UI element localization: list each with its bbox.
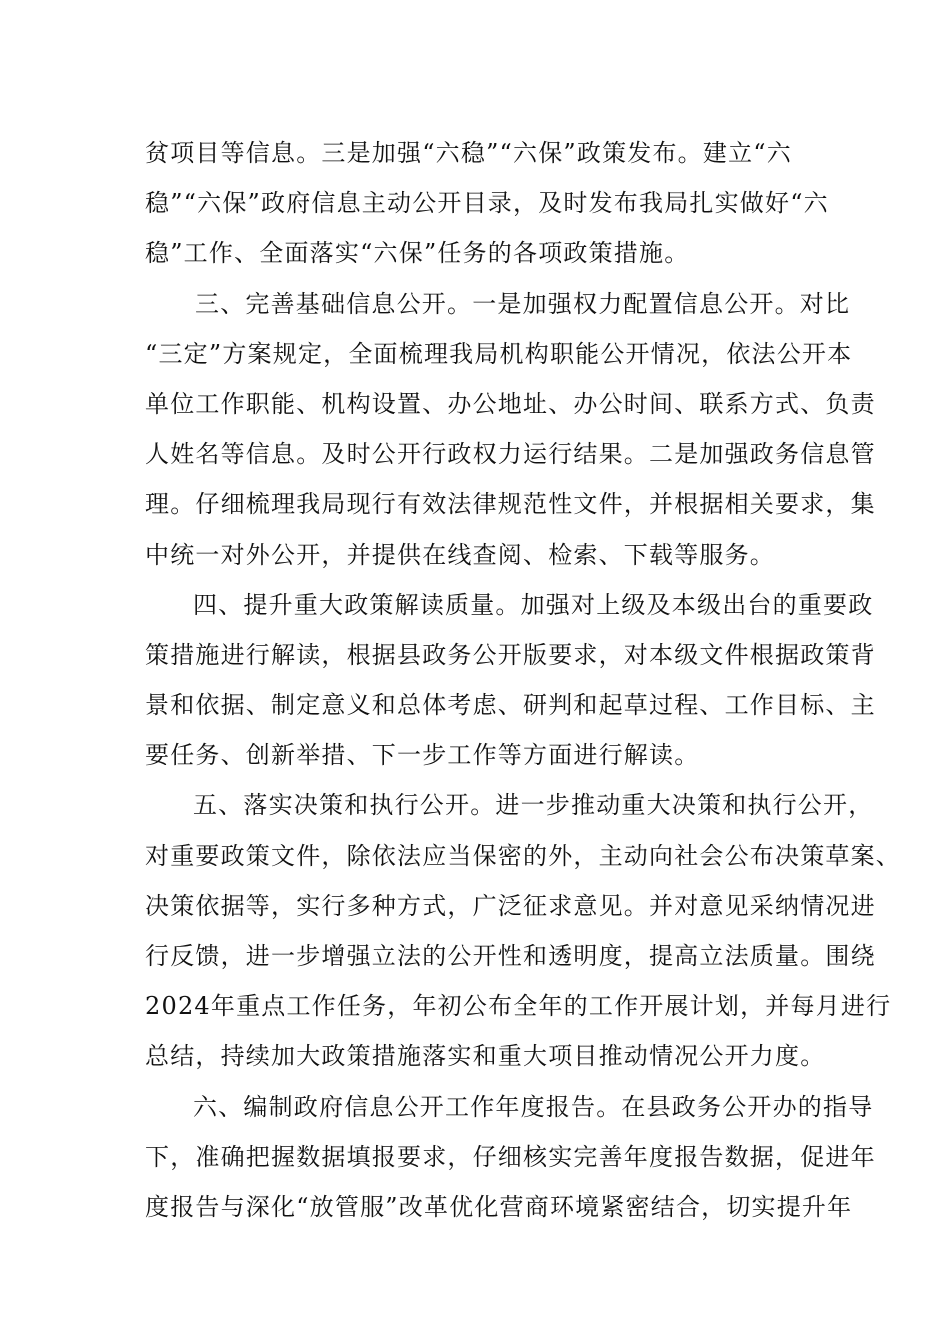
paragraph-3-heading-line: 三、完善基础信息公开。一是加强权力配置信息公开。对比 xyxy=(195,289,851,318)
text-line: 景和依据、制定意义和总体考虑、研判和起草过程、工作目标、主 xyxy=(145,691,876,720)
text-line: 单位工作职能、机构设置、办公地址、办公时间、联系方式、负责 xyxy=(145,389,876,418)
text-line: 行反馈，进一步增强立法的公开性和透明度，提高立法质量。围绕 xyxy=(145,942,876,970)
text-line: 度报告与深化“放管服”改革优化营商环境紧密结合，切实提升年 xyxy=(145,1192,853,1221)
text-line: “三定”方案规定，全面梳理我局机构职能公开情况，依法公开本 xyxy=(145,339,853,368)
text-line: 要任务、创新举措、下一步工作等方面进行解读。 xyxy=(145,741,700,770)
paragraph-4-heading-line: 四、提升重大政策解读质量。加强对上级及本级出台的重要政 xyxy=(193,590,874,619)
text-line: 总结，持续加大政策措施落实和重大项目推动情况公开力度。 xyxy=(145,1042,826,1071)
text-line: 贫项目等信息。三是加强“六稳”“六保”政策发布。建立“六 xyxy=(145,139,792,167)
text-line: 中统一对外公开，并提供在线查阅、检索、下载等服务。 xyxy=(145,540,775,569)
text-line: 策措施进行解读，根据县政务公开版要求，对本级文件根据政策背 xyxy=(145,640,876,669)
text-line: 下，准确把握数据填报要求，仔细核实完善年度报告数据，促进年 xyxy=(145,1142,876,1171)
document-body xyxy=(145,128,901,1232)
text-line: 决策依据等，实行多种方式，广泛征求意见。并对意见采纳情况进 xyxy=(145,891,876,920)
text-line: 2024年重点工作任务，年初公布全年的工作开展计划，并每月进行 xyxy=(145,992,892,1021)
paragraph-5-heading-line: 五、落实决策和执行公开。进一步推动重大决策和执行公开， xyxy=(193,791,874,820)
text-line: 人姓名等信息。及时公开行政权力运行结果。二是加强政务信息管 xyxy=(145,440,876,469)
text-line: 稳”工作、全面落实“六保”任务的各项政策措施。 xyxy=(145,239,690,268)
text-line: 对重要政策文件，除依法应当保密的外，主动向社会公布决策草案、 xyxy=(145,841,901,870)
text-line: 稳”“六保”政府信息主动公开目录，及时发布我局扎实做好“六 xyxy=(145,189,829,218)
text-line: 理。仔细梳理我局现行有效法律规范性文件，并根据相关要求，集 xyxy=(145,490,876,519)
paragraph-6-heading-line: 六、编制政府信息公开工作年度报告。在县政务公开办的指导 xyxy=(193,1092,874,1121)
